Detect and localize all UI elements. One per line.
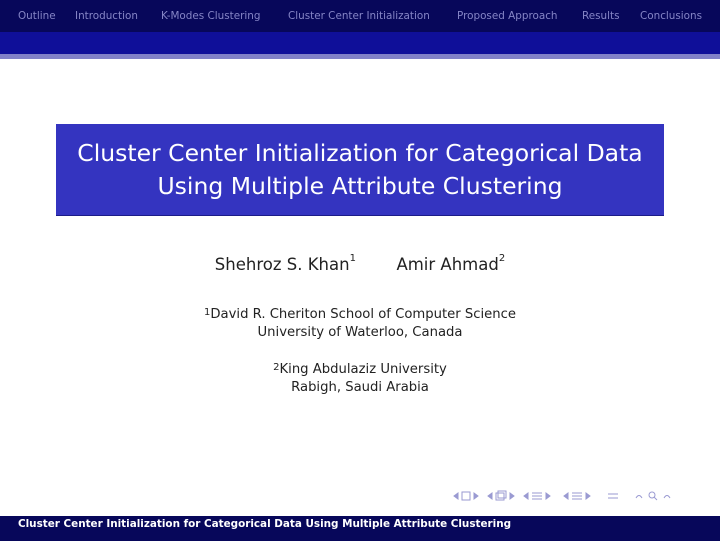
section-navigation-bar (0, 0, 720, 32)
section-icon (532, 493, 542, 499)
subsection-prev-icon[interactable] (488, 493, 492, 499)
affiliation-line: University of Waterloo, Canada (257, 325, 463, 340)
section-prev-icon[interactable] (524, 493, 528, 499)
affiliation-line: Rabigh, Saudi Arabia (291, 380, 429, 395)
affiliation-mark: 2 (273, 362, 280, 373)
header-rule (0, 54, 720, 59)
affiliation-line: David R. Cheriton School of Computer Science (210, 307, 517, 322)
nav-item-introduction[interactable]: Introduction (75, 10, 138, 22)
affiliation-line: King Abdulaziz University (279, 362, 447, 377)
search-icon[interactable] (649, 492, 657, 500)
author-name: Shehroz S. Khan (214, 255, 350, 274)
subsection-icon (496, 491, 506, 500)
frame-icon (462, 492, 470, 500)
nav-item-results[interactable]: Results (582, 10, 620, 22)
frame-next-icon[interactable] (474, 493, 478, 499)
title-line-2: Using Multiple Attribute Clustering (157, 172, 563, 200)
affiliation-1 (0, 306, 720, 342)
section-next-icon[interactable] (546, 493, 550, 499)
forward-icon[interactable] (664, 496, 670, 499)
authors (0, 255, 720, 274)
navigation-symbols (452, 489, 712, 503)
back-icon[interactable] (636, 496, 642, 499)
slide-prev-icon[interactable] (564, 493, 568, 499)
subsection-bar (0, 32, 720, 54)
footer-bar (0, 516, 720, 541)
author-mark: 2 (498, 253, 506, 264)
title-box (56, 124, 664, 215)
footer-title: Cluster Center Initialization for Categorical Data Using Multiple Attribute Clustering (18, 518, 512, 530)
author-mark: 1 (349, 253, 356, 264)
frame-prev-icon[interactable] (454, 493, 458, 499)
slide-next-icon[interactable] (586, 493, 590, 499)
nav-item-cluster-center-initialization[interactable]: Cluster Center Initialization (288, 10, 430, 22)
slide-icon (572, 493, 582, 499)
affiliation-2 (0, 361, 720, 397)
align-icon[interactable] (608, 494, 618, 498)
nav-item-conclusions[interactable]: Conclusions (640, 10, 703, 22)
nav-item-proposed-approach[interactable]: Proposed Approach (457, 10, 558, 22)
nav-item-outline[interactable]: Outline (18, 10, 56, 22)
affiliation-mark: 1 (203, 307, 211, 318)
nav-item-k-modes-clustering[interactable]: K-Modes Clustering (161, 10, 261, 22)
subsection-next-icon[interactable] (510, 493, 514, 499)
title-line-1: Cluster Center Initialization for Categorical Data (77, 139, 643, 167)
author-name: Amir Ahmad (396, 255, 499, 274)
